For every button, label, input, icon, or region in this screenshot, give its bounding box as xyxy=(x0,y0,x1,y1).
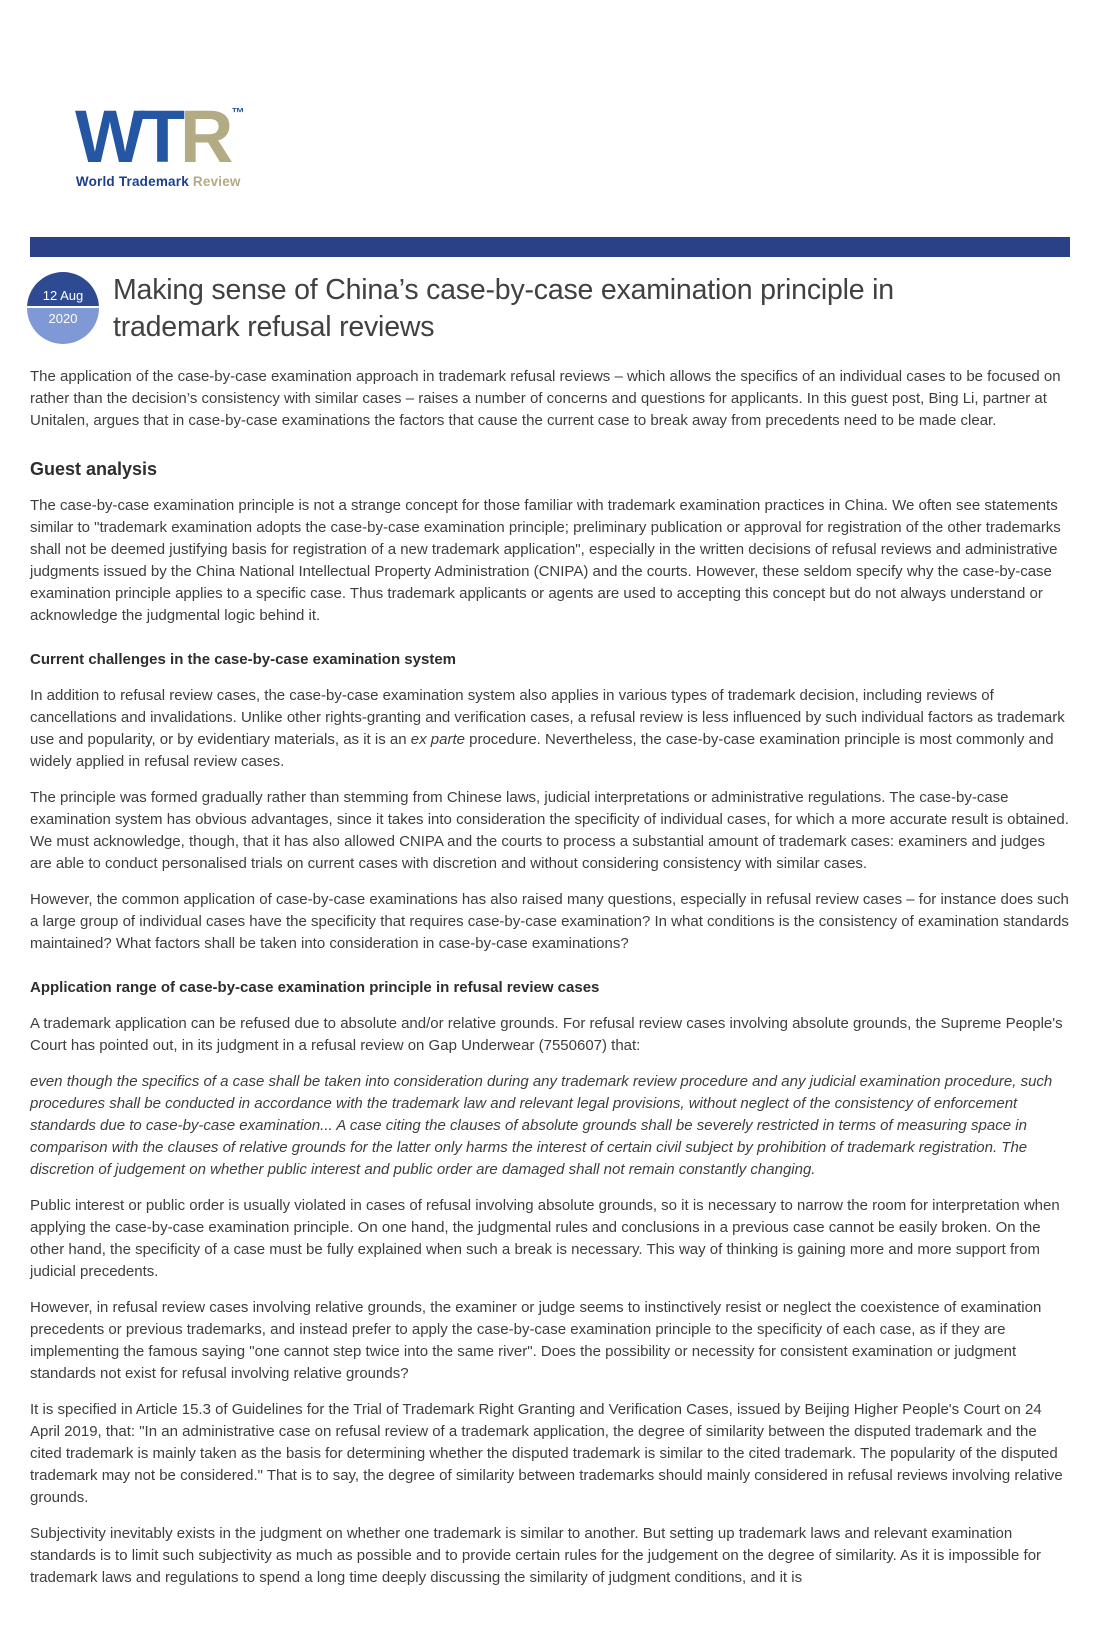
article-body xyxy=(30,366,1070,1589)
trademark-symbol-icon: ™ xyxy=(231,105,245,120)
paragraph-8: It is specified in Article 15.3 of Guidelines for the Trial of Trademark Right Granting and Verification Cases, issued by Beijing Higher People's Court on 24 April 2019, that: "In an administrative case on refusal review of a trademark application, the degree of similarity between the disputed trademark and the cited trademark is mainly taken as the basis for determining whether the disputed trademark is similar to the cited trademark. The popularity of the disputed trademark may not be considered." That is to say, the degree of similarity between trademarks should mainly considered in refusal reviews involving relative grounds. xyxy=(30,1401,1063,1507)
final-paragraph-truncated: Subjectivity inevitably exists in the judgment on whether one trademark is similar to another. But setting up trademark laws and relevant examination standards is to limit such subjectivity as much as possible and to provide certain rules for the judgement on the degree of similarity. As it is impossible for trademark laws and regulations to spend a long time deeply discussing the similarity of judgment conditions, and it is xyxy=(30,1525,1042,1587)
judgment-quote-paragraph: even though the specifics of a case shall be taken into consideration during any trademark review procedure and any judicial examination procedure, such procedures shall be conducted in accordance with the trademark law and relevant legal provisions, without neglect of the consistency of enforcement standards due to case-by-case examination... A case citing the clauses of absolute grounds shall be severely restricted in terms of measuring space in comparison with the clauses of relative grounds for the latter only harms the interest of certain civil subject by prohibition of trademark registration. The discretion of judgement on whether public interest and public order are damaged shall not remain constantly changing. xyxy=(30,1073,1053,1179)
tagline-world-trademark: World Trademark xyxy=(75,174,189,190)
paragraph-2 xyxy=(30,685,1070,773)
guest-analysis-heading: Guest analysis xyxy=(30,459,158,480)
logo-letter-tan: R xyxy=(180,95,229,178)
subheading-current-challenges: Current challenges in the case-by-case examination system xyxy=(30,651,456,669)
wtr-logo-tagline xyxy=(75,174,242,189)
wtr-logo[interactable] xyxy=(75,95,245,190)
paragraph-4: However, the common application of case-by-case examinations has also raised many questions, especially in refusal review cases – for instance does such a large group of individual cases have the specificity that requires case-by-case examination? In what conditions is the consistency of examination standards maintained? What factors shall be taken into consideration in case-by-case examinations? xyxy=(30,891,1069,953)
paragraph-2-before: In addition to refusal review cases, the case-by-case examination system also applies in various types of trademark decision, including reviews of cancellations and invalidations. Unlike other rights-granting and verification cases, a refusal review is less influenced by such individual factors as trademark use and popularity, or by evidentiary materials, as it is an xyxy=(30,687,1065,749)
paragraph-5: A trademark application can be refused due to absolute and/or relative grounds. For refusal review cases involving absolute grounds, the Supreme People's Court has pointed out, in its judgment in a refusal review on Gap Underwear (7550607) that: xyxy=(30,1015,1063,1055)
tagline-review: Review xyxy=(192,174,241,190)
paragraph-2-after: procedure. Nevertheless, the case-by-case examination principle is most commonly and widely applied in refusal review cases. xyxy=(30,731,1054,771)
date-badge xyxy=(27,272,99,344)
article-header xyxy=(30,272,1070,346)
logo-letters-blue: WT xyxy=(75,95,181,178)
paragraph-1: The case-by-case examination principle is not a strange concept for those familiar with trademark examination practices in China. We often see statements similar to "trademark examination adopts the case-by-case examination principle; preliminary publication or approval for registration of the other trademarks shall not be deemed justifying basis for registration of a new trademark application", especially in the written decisions of refusal reviews and administrative judgments issued by the China National Intellectual Property Administration (CNIPA) and the courts. However, these seldom specify why the case-by-case examination principle applies to a specific case. Thus trademark applicants or agents are used to accepting this concept but do not always understand or acknowledge the judgmental logic behind it. xyxy=(30,497,1061,625)
date-badge-day: 12 Aug xyxy=(27,272,99,308)
paragraph-7: However, in refusal review cases involving relative grounds, the examiner or judge seems to instinctively resist or neglect the coexistence of examination precedents or previous trademarks, and instead prefer to apply the case-by-case examination principle to the specificity of each case, as if they are implementing the famous saying "one cannot step twice into the same river". Does the possibility or necessity for consistent examination or judgment standards not exist for refusal involving relative grounds? xyxy=(30,1299,1042,1383)
intro-paragraph: The application of the case-by-case examination approach in trademark refusal reviews – which allows the specifics of an individual cases to be focused on rather than the decision’s consistency with similar cases – raises a number of concerns and questions for applicants. In this guest post, Bing Li, partner at Unitalen, argues that in case-by-case examinations the factors that cause the current case to break away from precedents need to be made clear. xyxy=(30,368,1061,430)
date-badge-year: 2020 xyxy=(27,308,99,344)
paragraph-6: Public interest or public order is usually violated in cases of refusal involving absolute grounds, so it is necessary to narrow the room for interpretation when applying the case-by-case examination principle. On one hand, the judgmental rules and conclusions in a previous case cannot be easily broken. On the other hand, the specificity of a case must be fully explained when such a break is necessary. This way of thinking is gaining more and more support from judicial precedents. xyxy=(30,1197,1060,1281)
title-divider-bar xyxy=(30,237,1070,257)
ex-parte-italic: ex parte xyxy=(410,731,465,749)
subheading-application-range: Application range of case-by-case examination principle in refusal review cases xyxy=(30,979,600,997)
paragraph-3: The principle was formed gradually rather than stemming from Chinese laws, judicial interpretations or administrative regulations. The case-by-case examination system has obvious advantages, since it takes into consideration the specificity of individual cases, for which a more accurate result is obtained. We must acknowledge, though, that it has also allowed CNIPA and the courts to process a substantial amount of trademark cases: examiners and judges are able to conduct personalised trials on current cases with discretion and without considering consistency with similar cases. xyxy=(30,789,1069,873)
article-title: Making sense of China’s case-by-case examination principle in trademark refusal reviews xyxy=(113,274,894,344)
wtr-logo-letters xyxy=(75,95,245,178)
